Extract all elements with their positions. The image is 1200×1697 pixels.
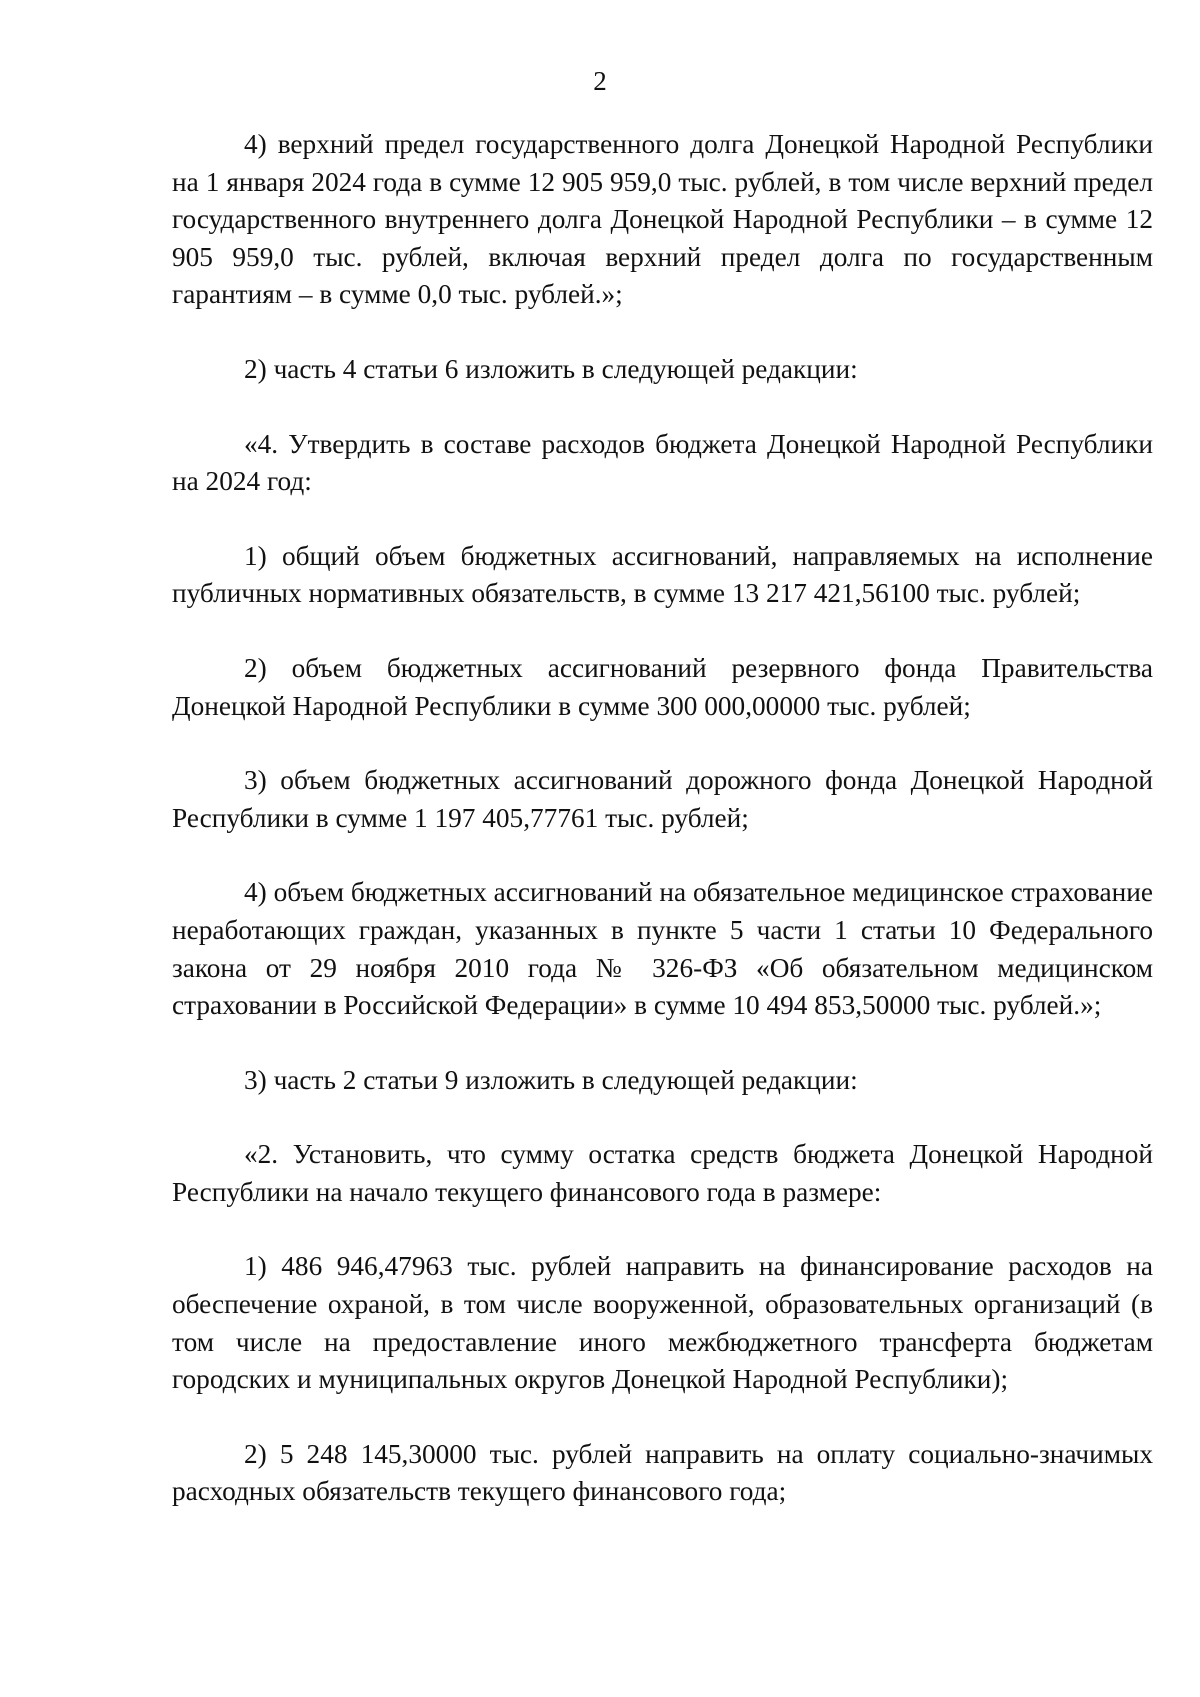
paragraph-social-obligations: 2) 5 248 145,30000 тыс. рублей направить на оплату социально-значимых расходных обязательств текущего финансового года; [172, 1438, 1153, 1507]
paragraph-security-financing: 1) 486 946,47963 тыс. рублей направить на финансирование расходов на обеспечение охраной, в том числе вооруженной, образовательных организаций (в том числе на предоставление иного межбюджетного трансферта бюджетам городских и муниципальных округов Донецкой Народной Республики); [172, 1251, 1153, 1395]
paragraph-public-obligations: 1) общий объем бюджетных ассигнований, направляемых на исполнение публичных нормативных обязательств, в сумме 13 217 421,56100 тыс. рублей; [172, 540, 1153, 609]
paragraph-amend-article-9: 3) часть 2 статьи 9 изложить в следующей редакции: [244, 1064, 858, 1095]
page-number: 2 [593, 66, 607, 96]
paragraph-road-fund: 3) объем бюджетных ассигнований дорожного фонда Донецкой Народной Республики в сумме 1 197 405,77761 тыс. рублей; [172, 765, 1153, 833]
document-body [172, 126, 1153, 1548]
paragraph-establish-balance: «2. Установить, что сумму остатка средств бюджета Донецкой Народной Республики на начало текущего финансового года в размере: [172, 1139, 1153, 1207]
paragraph-debt-limit: 4) верхний предел государственного долга Донецкой Народной Республики на 1 января 2024 года в сумме 12 905 959,0 тыс. рублей, в том числе верхний предел государственного внутреннего долга Донецкой Народной Республики – в сумме 12 905 959,0 тыс. рублей, включая верхний предел долга по государственным гарантиям – в сумме 0,0 тыс. рублей.»; [172, 129, 1153, 310]
paragraph-approve-expenses: «4. Утвердить в составе расходов бюджета Донецкой Народной Республики на 2024 год: [172, 428, 1153, 497]
paragraph-reserve-fund: 2) объем бюджетных ассигнований резервного фонда Правительства Донецкой Народной Республики в сумме 300 000,00000 тыс. рублей; [172, 652, 1153, 721]
paragraph-medical-insurance: 4) объем бюджетных ассигнований на обязательное медицинское страхование неработающих граждан, указанных в пункте 5 части 1 статьи 10 Федерального закона от 29 ноября 2010 года № 326-ФЗ «Об обязательном медицинском страховании в Российской Федерации» в сумме 10 494 853,50000 тыс. рублей.»; [172, 877, 1153, 1021]
paragraph-amend-article-6: 2) часть 4 статьи 6 изложить в следующей редакции: [244, 353, 858, 384]
